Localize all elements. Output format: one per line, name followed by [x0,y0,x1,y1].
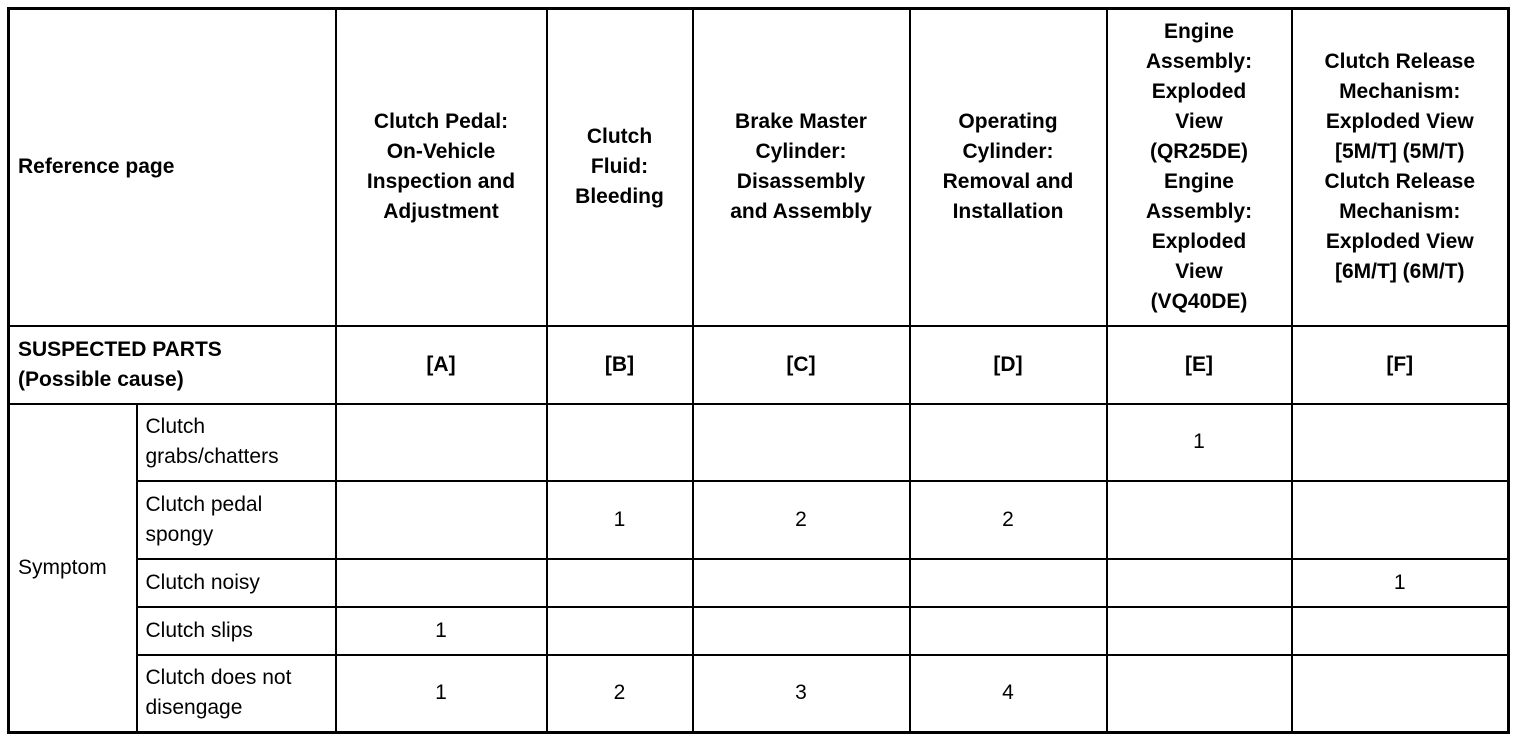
table-cell: 2 [547,655,693,733]
table-cell [336,404,547,481]
table-cell [1107,655,1292,733]
table-cell [547,607,693,655]
table-cell: 4 [910,655,1107,733]
troubleshooting-table [7,7,1510,734]
table-cell [1292,607,1509,655]
ref-col-d: Operating Cylinder: Removal and Installation [910,9,1107,326]
symptom-name: Clutch noisy [137,559,336,607]
code-col-e: [E] [1107,326,1292,404]
table-cell [1107,607,1292,655]
suspected-parts-row [9,326,1509,404]
table-cell: 2 [910,481,1107,559]
code-col-b: [B] [547,326,693,404]
table-row [9,655,1509,733]
table-cell [910,607,1107,655]
table-cell [693,404,910,481]
symptom-name: Clutch slips [137,607,336,655]
reference-page-label: Reference page [9,9,336,326]
table-cell: 1 [336,655,547,733]
table-cell [1107,559,1292,607]
table-cell [547,404,693,481]
table-cell [910,559,1107,607]
reference-row [9,9,1509,326]
ref-col-e: Engine Assembly: Exploded View (QR25DE) Engine Assembly: Exploded View (VQ40DE) [1107,9,1292,326]
code-col-a: [A] [336,326,547,404]
table-cell: 1 [1292,559,1509,607]
table-cell [547,559,693,607]
table-cell [1292,404,1509,481]
suspected-parts-label: SUSPECTED PARTS (Possible cause) [9,326,336,404]
table-row [9,404,1509,481]
symptom-name: Clutch grabs/chatters [137,404,336,481]
table-row [9,559,1509,607]
table-cell [693,607,910,655]
table-row [9,481,1509,559]
table-cell: 2 [693,481,910,559]
table-cell [1292,481,1509,559]
table-cell [336,559,547,607]
code-col-d: [D] [910,326,1107,404]
table-cell [336,481,547,559]
table-cell: 1 [336,607,547,655]
symptom-name: Clutch pedal spongy [137,481,336,559]
ref-col-c: Brake Master Cylinder: Disassembly and Assembly [693,9,910,326]
ref-col-a: Clutch Pedal: On-Vehicle Inspection and Adjustment [336,9,547,326]
ref-col-b: Clutch Fluid: Bleeding [547,9,693,326]
symptom-name: Clutch does not disengage [137,655,336,733]
table-cell [910,404,1107,481]
table-cell: 1 [1107,404,1292,481]
symptom-label: Symptom [9,404,137,733]
code-col-f: [F] [1292,326,1509,404]
table-row [9,607,1509,655]
table-cell: 1 [547,481,693,559]
table-cell: 3 [693,655,910,733]
ref-col-f: Clutch Release Mechanism: Exploded View [5M/T] (5M/T) Clutch Release Mechanism: Exploded View [6M/T] (6M/T) [1292,9,1509,326]
table-cell [693,559,910,607]
code-col-c: [C] [693,326,910,404]
table-cell [1107,481,1292,559]
table-cell [1292,655,1509,733]
